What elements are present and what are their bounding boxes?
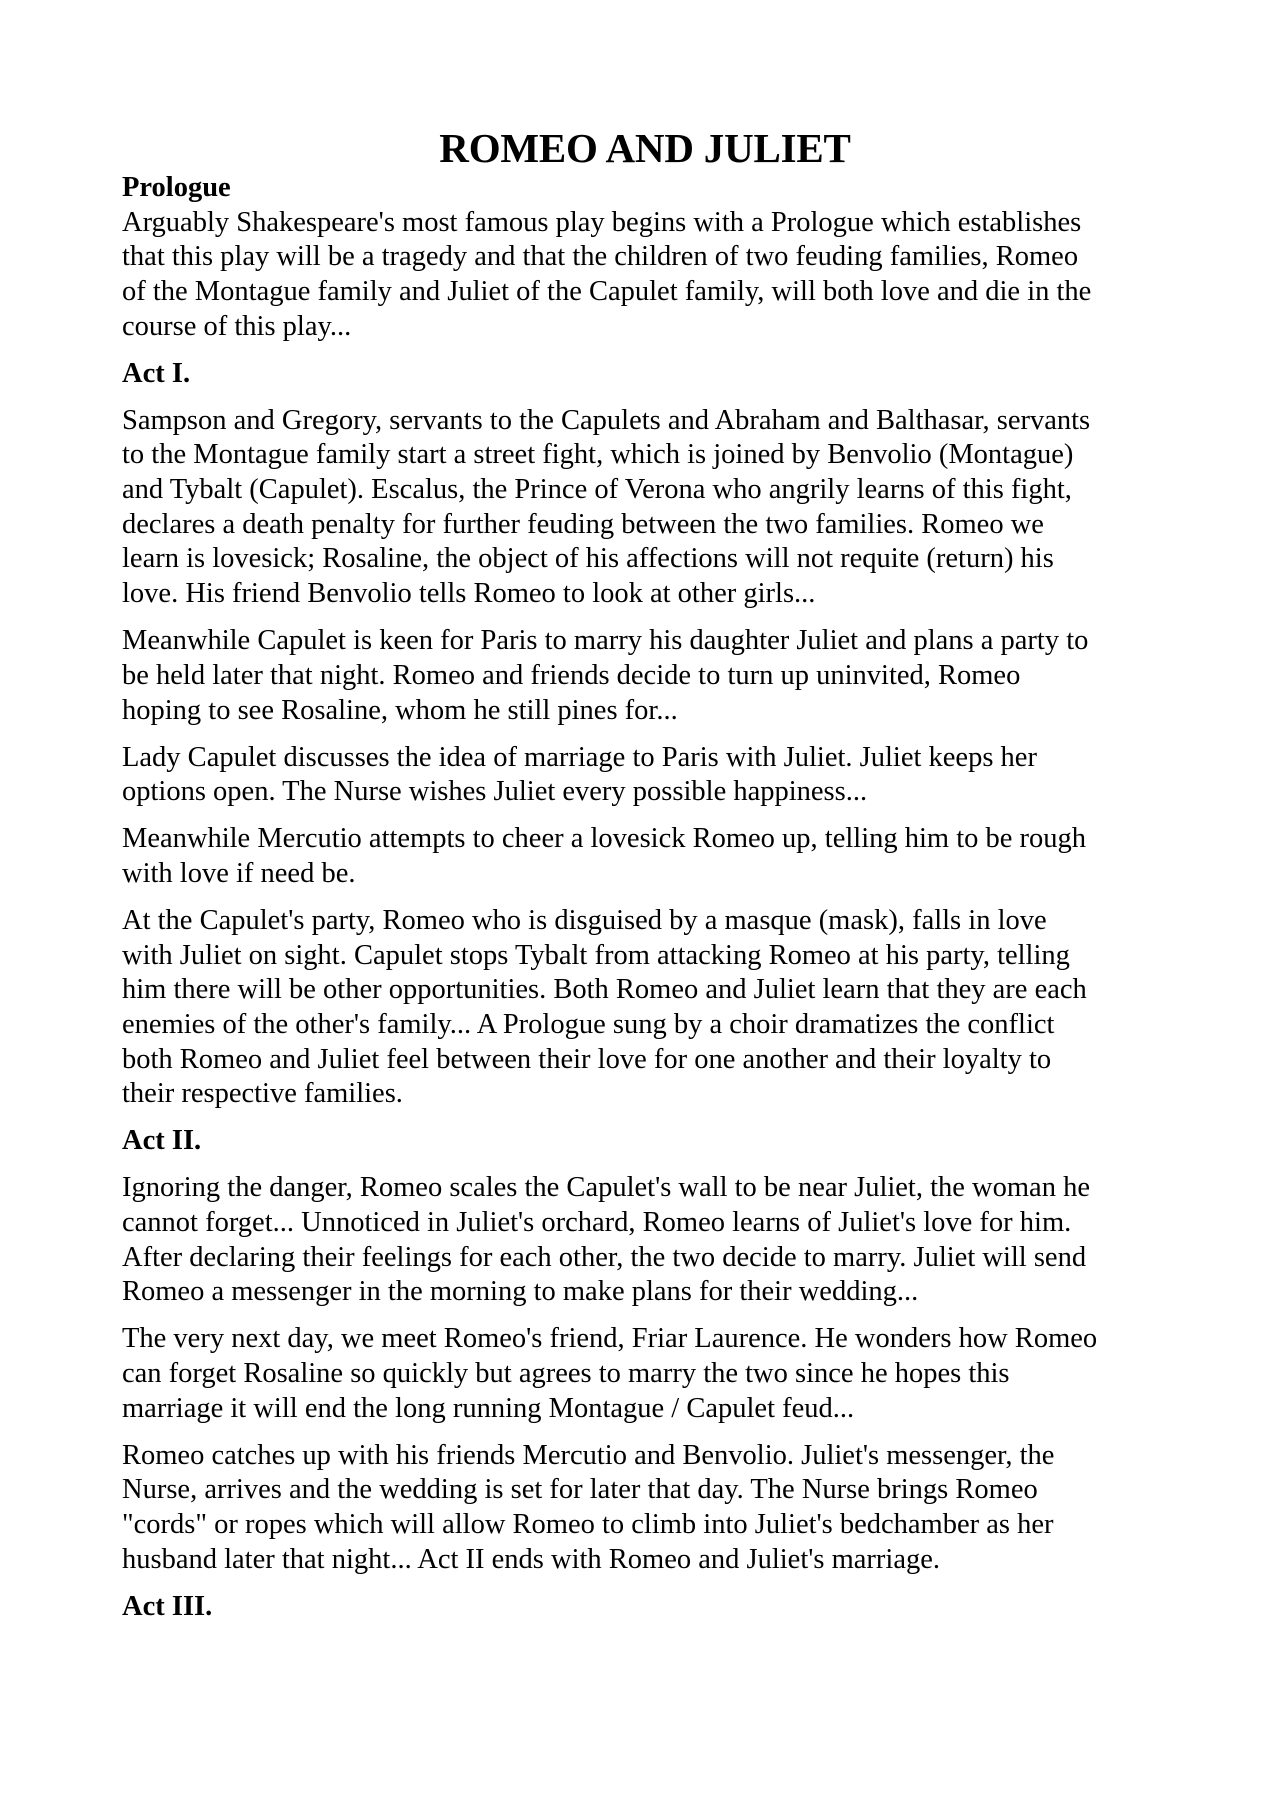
paragraph bbox=[122, 1171, 1162, 1310]
paragraph bbox=[122, 904, 1162, 1112]
text-line: marriage it will end the long running Montague / Capulet feud... bbox=[122, 1392, 855, 1424]
section-prologue bbox=[122, 171, 1162, 344]
text-line: "cords" or ropes which will allow Romeo to climb into Juliet's bedchamber as her bbox=[122, 1509, 1054, 1541]
text-line: can forget Rosaline so quickly but agrees to marry the two since he hopes this bbox=[122, 1357, 1010, 1389]
document-body bbox=[122, 171, 1162, 1624]
text-line: Romeo catches up with his friends Mercutio and Benvolio. Juliet's messenger, the bbox=[122, 1439, 1055, 1471]
section-act-3 bbox=[122, 1590, 1162, 1625]
text-line: Romeo a messenger in the morning to make plans for their wedding... bbox=[122, 1276, 919, 1308]
text-line: to the Montague family start a street fight, which is joined by Benvolio (Montague) bbox=[122, 439, 1074, 471]
paragraph bbox=[122, 404, 1162, 612]
text-line: with love if need be. bbox=[122, 857, 356, 889]
text-line: and Tybalt (Capulet). Escalus, the Prince of Verona who angrily learns of this fight, bbox=[122, 474, 1072, 506]
paragraph bbox=[122, 1322, 1162, 1426]
text-line: The very next day, we meet Romeo's friend, Friar Laurence. He wonders how Romeo bbox=[122, 1323, 1098, 1355]
section-act-1 bbox=[122, 357, 1162, 1112]
text-line: that this play will be a tragedy and that the children of two feuding families, Romeo bbox=[122, 241, 1079, 273]
text-line: Ignoring the danger, Romeo scales the Capulet's wall to be near Juliet, the woman he bbox=[122, 1172, 1090, 1204]
text-line: declares a death penalty for further feuding between the two families. Romeo we bbox=[122, 508, 1044, 540]
text-line: their respective families. bbox=[122, 1078, 403, 1110]
text-line: both Romeo and Juliet feel between their love for one another and their loyalty to bbox=[122, 1043, 1052, 1075]
text-line: After declaring their feelings for each other, the two decide to marry. Juliet will send bbox=[122, 1241, 1087, 1273]
text-line: husband later that night... Act II ends with Romeo and Juliet's marriage. bbox=[122, 1543, 940, 1575]
paragraph bbox=[122, 822, 1162, 891]
text-line: Lady Capulet discusses the idea of marriage to Paris with Juliet. Juliet keeps her bbox=[122, 741, 1037, 773]
document-title: ROMEO AND JULIET bbox=[439, 125, 851, 171]
text-line: be held later that night. Romeo and friends decide to turn up uninvited, Romeo bbox=[122, 659, 1021, 691]
section-heading-prologue: Prologue bbox=[122, 172, 231, 203]
text-line: course of this play... bbox=[122, 310, 352, 342]
text-line: hoping to see Rosaline, whom he still pines for... bbox=[122, 694, 678, 726]
section-heading-act-3: Act III. bbox=[122, 1590, 213, 1622]
text-line: him there will be other opportunities. Both Romeo and Juliet learn that they are each bbox=[122, 974, 1087, 1006]
section-heading-act-1: Act I. bbox=[122, 357, 191, 389]
paragraph bbox=[122, 624, 1162, 728]
text-line: cannot forget... Unnoticed in Juliet's orchard, Romeo learns of Juliet's love for him. bbox=[122, 1206, 1072, 1238]
text-line: learn is lovesick; Rosaline, the object of his affections will not requite (return) his bbox=[122, 543, 1054, 575]
text-line: love. His friend Benvolio tells Romeo to look at other girls... bbox=[122, 578, 816, 610]
text-line: Nurse, arrives and the wedding is set for later that day. The Nurse brings Romeo bbox=[122, 1474, 1038, 1506]
paragraph bbox=[122, 1439, 1162, 1578]
text-line: Meanwhile Mercutio attempts to cheer a lovesick Romeo up, telling him to be rough bbox=[122, 823, 1087, 855]
text-line: Sampson and Gregory, servants to the Capulets and Abraham and Balthasar, servants bbox=[122, 404, 1091, 436]
section-heading-act-2: Act II. bbox=[122, 1125, 202, 1157]
text-line: enemies of the other's family... A Prologue sung by a choir dramatizes the conflict bbox=[122, 1008, 1055, 1040]
text-line: with Juliet on sight. Capulet stops Tybalt from attacking Romeo at his party, telling bbox=[122, 939, 1070, 971]
text-line: options open. The Nurse wishes Juliet every possible happiness... bbox=[122, 776, 868, 808]
text-line: At the Capulet's party, Romeo who is disguised by a masque (mask), falls in love bbox=[122, 904, 1047, 936]
text-line: of the Montague family and Juliet of the Capulet family, will both love and die in the bbox=[122, 276, 1092, 308]
text-line: Arguably Shakespeare's most famous play begins with a Prologue which establishes bbox=[122, 206, 1082, 238]
section-act-2 bbox=[122, 1124, 1162, 1577]
paragraph bbox=[122, 206, 1162, 345]
text-line: Meanwhile Capulet is keen for Paris to marry his daughter Juliet and plans a party to bbox=[122, 625, 1089, 657]
paragraph bbox=[122, 741, 1162, 810]
